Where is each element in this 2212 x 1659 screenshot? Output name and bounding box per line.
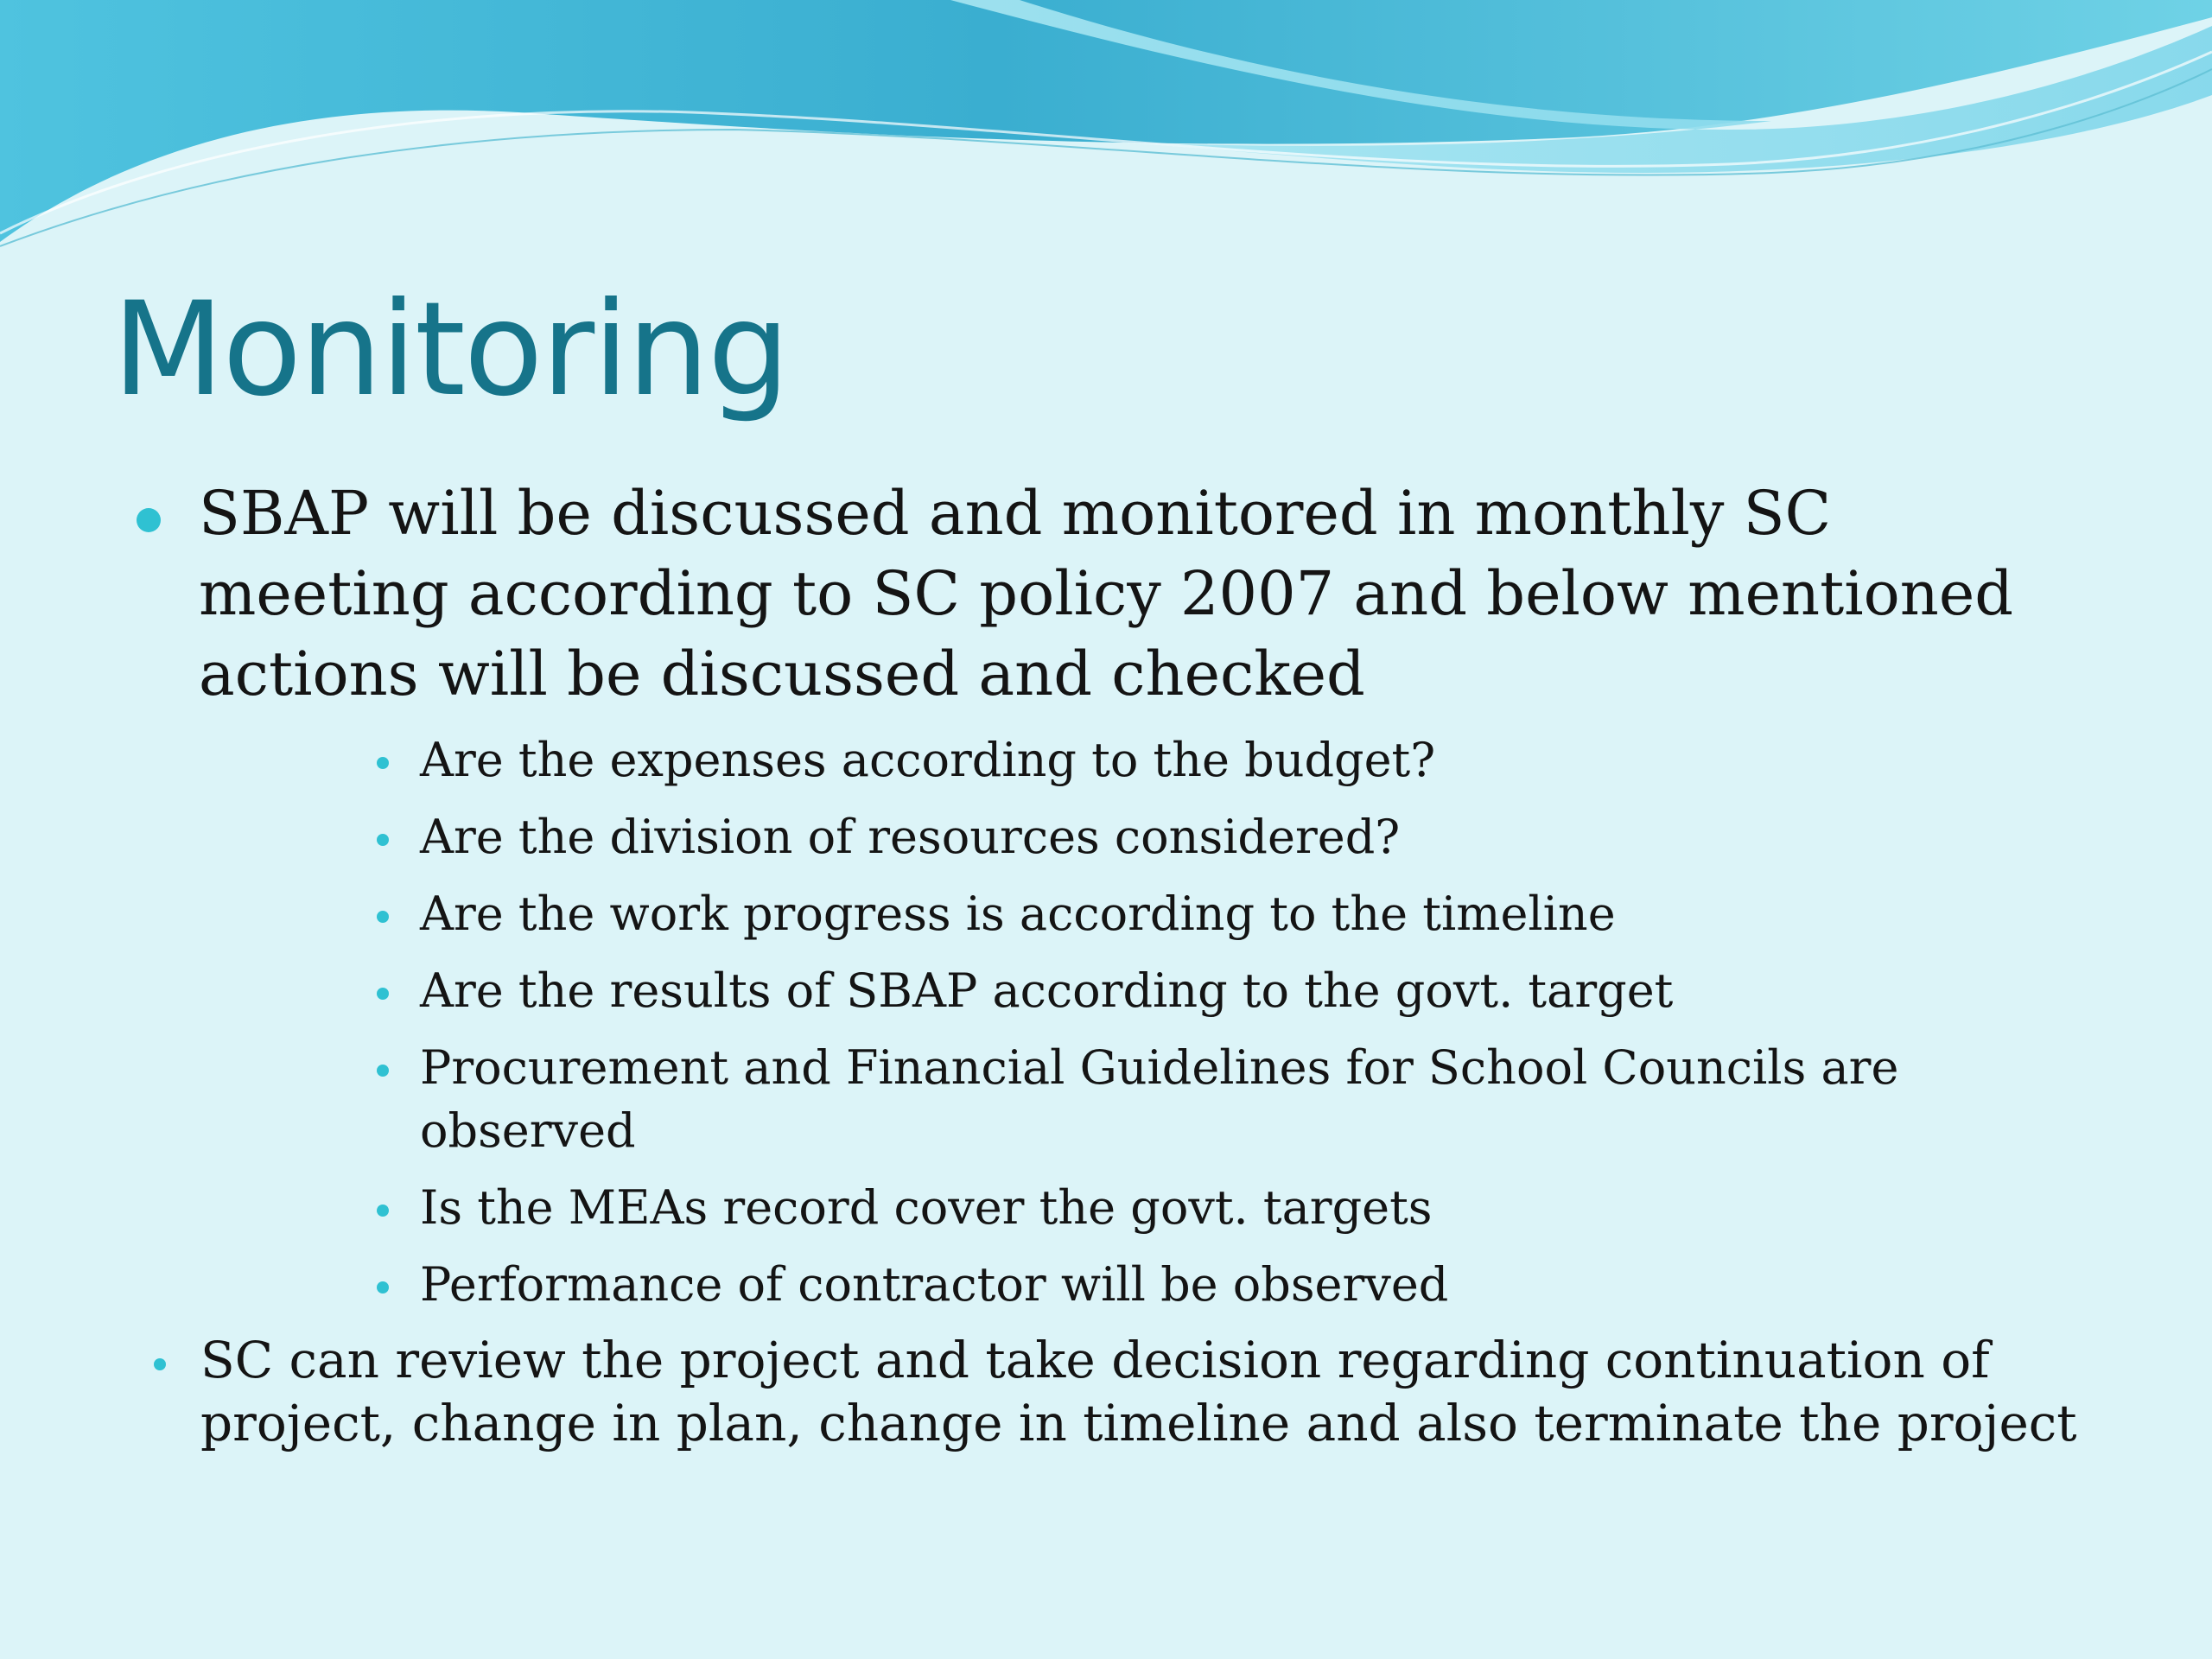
- bullet-main-text: SBAP will be discussed and monitored in monthly SC meeting according to SC policy 2007 and below mentioned actions will be discussed and checked: [199, 478, 2014, 709]
- sub-bullet-3: [420, 882, 2105, 945]
- sub-bullet-2: [420, 805, 2105, 868]
- sub-bullet-4: [420, 959, 2105, 1022]
- sub-bullet-dot: [377, 1281, 389, 1294]
- sub-bullet-dot: [377, 911, 389, 923]
- bullet-last: [200, 1329, 2119, 1455]
- sub-bullet-text: Is the MEAs record cover the govt. targets: [420, 1180, 1433, 1235]
- sub-bullet-7: [420, 1253, 2105, 1316]
- bullet-dot: [154, 1358, 166, 1370]
- sub-bullet-text: Performance of contractor will be observed: [420, 1257, 1449, 1312]
- sub-bullet-text: Are the expenses according to the budget?: [420, 733, 1436, 787]
- slide-title: Monitoring: [112, 275, 789, 425]
- bullet-main: [199, 474, 2082, 715]
- sub-bullet-dot: [377, 757, 389, 769]
- sub-bullet-dot: [377, 834, 389, 846]
- sub-bullet-text: Are the work progress is according to the timeline: [420, 887, 1616, 941]
- sub-bullet-text: Are the results of SBAP according to the govt. target: [420, 963, 1674, 1018]
- sub-bullet-dot: [377, 988, 389, 1000]
- bullet-last-text: SC can review the project and take decision regarding continuation of project, change in plan, change in timeline and also terminate the project: [200, 1331, 2077, 1452]
- sub-bullet-1: [420, 728, 2105, 791]
- sub-bullet-6: [420, 1176, 2105, 1239]
- sub-bullet-dot: [377, 1065, 389, 1077]
- sub-bullet-dot: [377, 1205, 389, 1217]
- sub-bullet-text: Are the division of resources considered?: [420, 810, 1401, 864]
- bullet-dot: [137, 508, 161, 532]
- sub-bullet-5: [420, 1036, 2105, 1162]
- sub-bullet-text: Procurement and Financial Guidelines for School Councils are observed: [420, 1040, 1899, 1158]
